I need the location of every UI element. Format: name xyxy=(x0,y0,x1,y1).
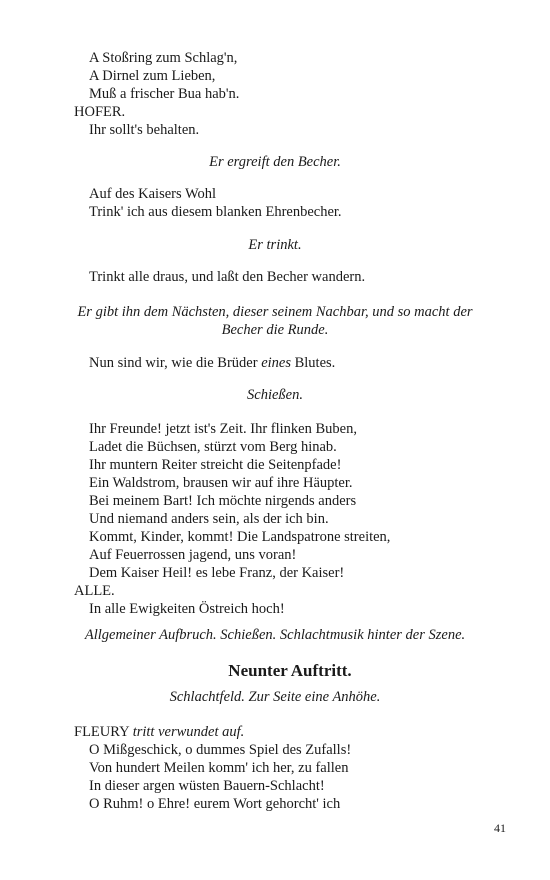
verse-line: Auf des Kaisers Wohl xyxy=(89,186,217,202)
speaker-fleury xyxy=(74,723,244,741)
verse-line: In alle Ewigkeiten Östreich hoch! xyxy=(89,601,285,617)
verse-line: O Mißgeschick, o dummes Spiel des Zufalls! xyxy=(89,742,352,758)
verse-line: O Ruhm! o Ehre! eurem Wort gehorcht' ich xyxy=(89,796,341,812)
verse-line: Trink' ich aus diesem blanken Ehrenbecher. xyxy=(89,204,342,220)
verse-text: Blutes. xyxy=(290,355,336,371)
verse-line: Auf Feuerrossen jagend, uns voran! xyxy=(89,547,297,563)
verse-line: Muß a frischer Bua hab'n. xyxy=(89,86,240,102)
verse-line: In dieser argen wüsten Bauern-Schlacht! xyxy=(89,778,325,794)
verse-line: Dem Kaiser Heil! es lebe Franz, der Kaiser! xyxy=(89,565,345,581)
speaker-hofer: HOFER. xyxy=(74,104,126,120)
verse-emphasis: eines xyxy=(261,355,291,371)
verse-line: Und niemand anders sein, als der ich bin. xyxy=(89,511,329,527)
page-number: 41 xyxy=(494,821,506,835)
verse-text: Nun sind wir, wie die Brüder xyxy=(89,355,262,371)
verse-line: Ein Waldstrom, brausen wir auf ihre Häupter. xyxy=(89,475,353,491)
scene-setting: Schlachtfeld. Zur Seite eine Anhöhe. xyxy=(169,689,381,705)
speaker-alle: ALLE. xyxy=(74,583,115,599)
verse-line: Ihr Freunde! jetzt ist's Zeit. Ihr flinken Buben, xyxy=(89,421,357,437)
stage-direction: Er trinkt. xyxy=(248,237,302,253)
verse-line: Kommt, Kinder, kommt! Die Landspatrone streiten, xyxy=(89,529,391,545)
speaker-direction: tritt verwundet auf. xyxy=(132,724,245,740)
speaker-name: FLEURY xyxy=(74,724,133,740)
verse-line: Ihr sollt's behalten. xyxy=(89,122,200,138)
verse-line: A Stoßring zum Schlag'n, xyxy=(89,50,238,66)
scene-heading: Neunter Auftritt. xyxy=(228,661,352,680)
stage-direction: Schießen. xyxy=(247,387,303,403)
verse-line: Ihr muntern Reiter streicht die Seitenpfade! xyxy=(89,457,342,473)
stage-direction: Er gibt ihn dem Nächsten, dieser seinem Nachbar, und so macht der xyxy=(77,304,473,320)
stage-direction: Er ergreift den Becher. xyxy=(209,154,341,170)
verse-line xyxy=(89,354,335,372)
verse-line: A Dirnel zum Lieben, xyxy=(89,68,216,84)
verse-line: Ladet die Büchsen, stürzt vom Berg hinab. xyxy=(89,439,337,455)
stage-direction: Becher die Runde. xyxy=(221,322,329,338)
verse-line: Trinkt alle draus, und laßt den Becher wandern. xyxy=(89,269,366,285)
verse-line: Von hundert Meilen komm' ich her, zu fallen xyxy=(89,760,349,776)
stage-direction: Allgemeiner Aufbruch. Schießen. Schlachtmusik hinter der Szene. xyxy=(84,627,466,643)
verse-line: Bei meinem Bart! Ich möchte nirgends anders xyxy=(89,493,357,509)
